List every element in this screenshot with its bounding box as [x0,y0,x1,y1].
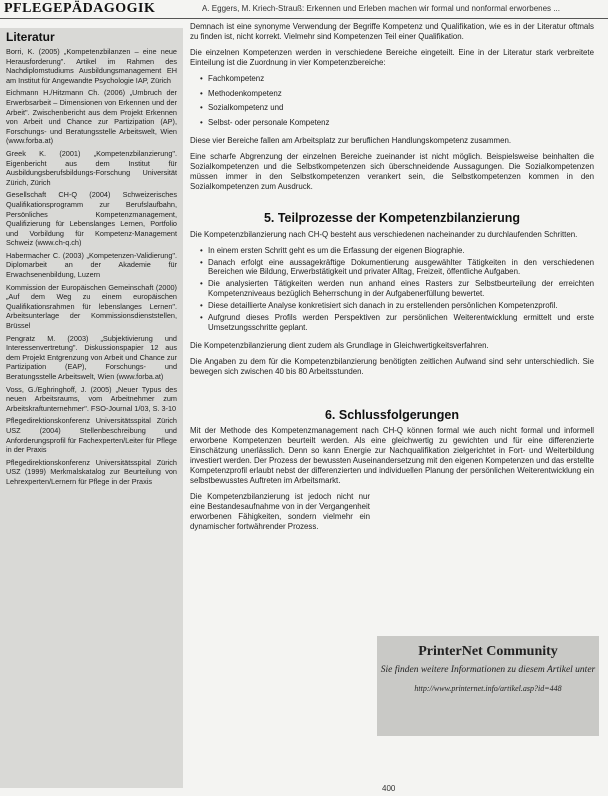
paragraph: Die Kompetenzbilanzierung nach CH-Q besteht aus verschiedenen nacheinander zu durchlaufenden Schritten. [190,229,578,239]
literature-entry: Kommission der Europäischen Gemeinschaft (2000) „Auf dem Weg zu einem europäischen Qualifikationsrahmen für lebenslanges Lernen". Arbeitsunterlage der Kommissionsdienststellen, Brüssel [6,282,177,331]
community-title: PrinterNet Community [418,644,558,659]
list-item: • Selbst- oder personale Kompetenz [200,118,594,128]
paragraph: Diese vier Bereiche fallen am Arbeitsplatz zur beruflichen Handlungskompetenz zusammen. [190,136,512,146]
list-item: • Methodenkompetenz [200,89,594,99]
process-list [190,246,594,333]
section-heading: 6. Schlussfolgerungen [324,407,460,422]
literature-entry: Gesellschaft CH-Q (2004) Schweizerisches Qualifikationsprogramm zur Berufslaufbahn, Persönliches Kompetenzmanagement, Qualifizierung für Lebenslanges Lernen, Portfolio und Vorbildung für Kompetenz-Management Schweiz (www.ch-q.ch) [6,190,177,248]
community-link[interactable]: http://www.printernet.info/artikel.asp?id=448 [414,684,562,693]
community-text: Sie finden weitere Informationen zu diesem Artikel unter [380,665,596,675]
list-item: • Diese detaillierte Analyse konkretisiert sich danach in zu erstellenden persönlichen Kompetenzprofil. [200,301,594,311]
literature-entry: Pengratz M. (2003) „Subjektivierung und Interessenvertretung". Diskussionspapier 12 aus dem Projekt Entgrenzung von Arbeit und Chance zur Partizipation (EAP), Forschungs- und Beratungsstelle Arbeitswelt, Wien (www.forba.at) [6,333,177,381]
paragraph: Die Angaben zu dem für die Kompetenzbilanzierung benötigten zeitlichen Aufwand sind sehr unterschiedlich. Sie bewegen sich zwischen 40 bis 80 Arbeitsstunden. [190,356,594,376]
paragraph: Die Kompetenzbilanzierung dient zudem als Grundlage in Gleichwertigkeitsverfahren. [190,340,489,350]
literature-entry: Borri, K. (2005) „Kompetenzbilanzen – eine neue Herausforderung". Artikel im Rahmen des Nachdiplomstudiums Ausbildungsmanagement EH am Institut für Angewandte Psychologie IAP, Zürich [6,47,177,85]
section-heading: 5. Teilprozesse der Kompetenzbilanzierung [263,210,521,225]
paragraph: Eine scharfe Abgrenzung der einzelnen Bereiche zueinander ist nicht möglich. Beispielsweise beinhalten die Sozialkompetenzen und die Selbstkompetenzen sich überschneidende Aussagungen. Die Sozialkompetenzen müssen immer in den Selbstkompetenzen verankert sein, die Selbstkompetenzen kommen in den Sozialkompetenzen zum Ausdruck. [190,152,594,191]
paragraph: Mit der Methode des Kompetenzmanagement nach CH-Q können formal wie auch nicht formal und informell erworbene Kompetenzen beurteilt werden. Als eine gleichwertig zu gewichten und für eine differenzierte Einschätzung unerlässlich. Denn so kann Energie zur Nachqualifikation zielgerichtet in Fort- und Weiterbildung investiert werden. Der Prozess der bewussten Auseinandersetzung mit den eigenen Kompetenzen und das erstellte Kompetenzprofil erlaubt nebst der differenzierten und individuellen Planung der persönlichen Weiterentwicklung ein selbstbewusstes Auftreten im Arbeitsmarkt. [190,426,594,485]
literature-entry: Eichmann H./Hitzmann Ch. (2006) „Umbruch der Erwerbsarbeit – Dimensionen von Erkennen und der Arbeit". Zwischenbericht aus dem Projekt Erkennen von Arbeit und Chance zur Partizipation (AP), Forschungs- und Beratungsstelle Arbeitswelt, Wien (www.forba.at) [6,88,177,146]
paragraph: Demnach ist eine synonyme Verwendung der Begriffe Kompetenz und Qualifikation, wie es in der Literatur oftmals zu finden ist, nicht korrekt. Vielmehr sind Kompetenzen Teil einer Qualifikation. [190,22,594,41]
community-box [377,636,599,736]
list-item: • Die analysierten Tätigkeiten werden nun anhand eines Rasters zur Selbstbeurteilung der erreichten Kompetenzniveaus bezüglich Beherrschung in der Aufgabenerfüllung bewertet. [200,279,594,299]
list-item: • In einem ersten Schritt geht es um die Erfassung der eigenen Biographie. [200,246,594,256]
list-item: • Sozialkompetenz und [200,103,594,113]
literature-entry: Habermacher C. (2003) „Kompetenzen-Validierung". Diplomarbeit an der Akademie für Erwachsenenbildung, Luzern [6,250,177,280]
list-item: • Danach erfolgt eine aussagekräftige Dokumentierung ausgewählter Tätigkeiten in den verschiedenen Bereichen wie Bildung, Erwerbstätigkeit und privater Alltag, Freizeit, öffentliche Aufgaben. [200,258,594,278]
literature-entry: Pflegedirektionskonferenz Universitätsspital Zürich USZ (2004) Stellenbeschreibung und Anforderungsprofil für Fachexperten/Leiter für Pflege in der Praxis [6,416,177,455]
paragraph: Die einzelnen Kompetenzen werden in verschiedene Bereiche eingeteilt. Eine in der Literatur stark verbreitete Einteilung ist die Zuordnung in vier Kompetenzbereiche: [190,47,594,67]
list-item: • Aufgrund dieses Profils werden Perspektiven zur persönlichen Weiterentwicklung ermittelt und erste Umsetzungsschritte geplant. [200,313,594,333]
list-item: • Fachkompetenz [200,74,594,84]
literature-entry: Greek K. (2001) „Kompetenzbilanzierung". Eigenbericht aus dem Institut für Ausbildungsberufsbildungs-Forschung Universität Zürich, Zürich [6,148,177,187]
literature-entry: Pflegedirektionskonferenz Universitätsspital Zürich USZ (1999) Merkmalskatalog zur Beurteilung von Lehrexperten/Lernern für Pflege in der Praxis [6,457,177,486]
journal-title: PFLEGEPÄDAGOGIK [4,1,156,16]
literature-sidebar [0,28,183,788]
competence-list [190,74,594,129]
literature-entry: Voss, G./Eghringhoff, J. (2005) „Neuer Typus des neuen Arbeitsraums, vom Arbeitnehmer zum Arbeitskraftunternehmer". FSO-Journal 1/03, S. 3-10 [6,384,177,413]
page-header [0,0,608,19]
paragraph: Die Kompetenzbilanzierung ist jedoch nicht nur eine Bestandesaufnahme von in der Vergangenheit erworbenen Fähigkeiten, sondern vielmehr ein dynamischer fortwährender Prozess. [190,491,370,531]
page-number: 400 [382,784,396,793]
literature-heading: Literatur [6,30,55,44]
running-head: A. Eggers, M. Kriech-Strauß: Erkennen und Erleben machen wir formal und nonformal erworbenes ... [202,4,560,13]
